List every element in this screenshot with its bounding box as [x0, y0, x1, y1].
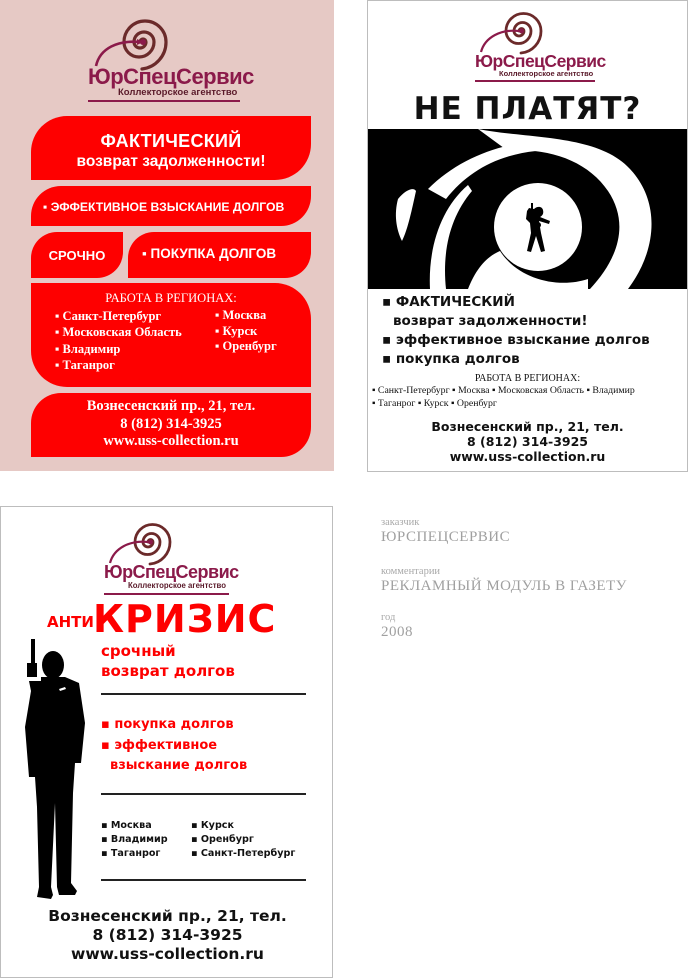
divider — [101, 693, 306, 695]
agent-silhouette-icon — [13, 639, 93, 909]
region-item: ▪ Санкт-Петербург — [55, 309, 162, 323]
logo-tagline: Коллекторское агентство — [499, 69, 594, 78]
logo-tagline: Коллекторское агентство — [128, 581, 226, 590]
regions-line: ▪ Таганрог ▪ Курск ▪ Оренбург — [372, 398, 497, 409]
logo-underline — [88, 100, 240, 102]
company-logo — [104, 518, 239, 608]
city-item: ▪ Санкт-Петербург — [191, 848, 296, 859]
divider — [101, 793, 306, 795]
region-item: ▪ Курск — [215, 323, 258, 338]
service-item-continuation: взыскание долгов — [110, 758, 248, 773]
address: Вознесенский пр., 21, тел. — [431, 419, 624, 434]
services-list — [382, 293, 650, 369]
city-item: ▪ Таганрог — [101, 848, 161, 859]
ad-module-red — [0, 0, 334, 471]
services-list — [101, 715, 247, 776]
region-item: ▪ Оренбург — [215, 339, 277, 353]
headline: НЕ ПЛАТЯТ? — [413, 91, 642, 127]
address: Вознесенский пр., 21, тел. — [86, 398, 256, 414]
service-item-continuation: возврат задолженности! — [393, 313, 588, 329]
client-info — [381, 517, 510, 546]
phone: 8 (812) 314-3925 — [92, 926, 243, 944]
gun-barrel-image — [368, 129, 687, 289]
subtitle — [101, 641, 235, 681]
regions-title: РАБОТА В РЕГИОНАХ: — [474, 373, 581, 384]
regions-right-list — [215, 308, 277, 355]
regions-left-list — [55, 309, 182, 373]
contact-block — [31, 393, 311, 457]
website-link[interactable]: www.uss-collection.ru — [103, 433, 239, 449]
urgent-block: СРОЧНО — [31, 232, 123, 278]
gun-barrel-spiral-icon — [368, 129, 688, 289]
regions-title: РАБОТА В РЕГИОНАХ: — [105, 291, 237, 305]
logo-brand-name: ЮрСпецСервис — [104, 562, 239, 582]
service-item: ▪ эффективное — [101, 738, 218, 753]
contact-block — [368, 419, 687, 464]
company-logo — [475, 7, 605, 97]
crisis-headline: КРИЗИС — [93, 597, 277, 641]
logo-brand-name: ЮрСпецСервис — [88, 64, 254, 89]
year-label: год — [381, 612, 396, 623]
service-item: ▪ покупка долгов — [382, 351, 520, 367]
service-effective-block: ▪ ЭФФЕКТИВНОЕ ВЗЫСКАНИЕ ДОЛГОВ — [31, 186, 311, 226]
service-buy-block: ▪ ПОКУПКА ДОЛГОВ — [128, 232, 311, 278]
logo-tagline: Коллекторское агентство — [118, 87, 238, 98]
ad-module-anticrisis — [0, 506, 333, 978]
contact-block — [1, 907, 333, 964]
ad-module-bw — [367, 0, 688, 472]
regions-line: ▪ Санкт-Петербург ▪ Москва ▪ Московская Область ▪ Владимир — [372, 385, 635, 396]
logo-brand-name: ЮрСпецСервис — [475, 51, 606, 71]
service-item: ▪ эффективное взыскание долгов — [382, 332, 650, 348]
headline-line-1: ФАКТИЧЕСКИЙ — [100, 131, 242, 151]
comments-info — [381, 566, 627, 595]
divider — [101, 879, 306, 881]
client-label: заказчик — [381, 517, 420, 528]
city-item: ▪ Владимир — [101, 834, 168, 845]
subtitle-line-1: срочный — [101, 642, 176, 660]
anti-prefix: АНТИ — [47, 613, 94, 631]
service-item: ▪ покупка долгов — [101, 717, 234, 732]
subtitle-line-2: возврат долгов — [101, 662, 235, 680]
year-value: 2008 — [381, 624, 413, 640]
regions-block — [31, 283, 311, 387]
website-link[interactable]: www.uss-collection.ru — [449, 449, 606, 464]
city-item: ▪ Оренбург — [191, 834, 254, 845]
service-item: ▪ ФАКТИЧЕСКИЙ — [382, 294, 515, 310]
region-item: ▪ Таганрог — [55, 357, 115, 372]
headline-line-2: возврат задолженности! — [76, 153, 266, 170]
headline-block — [31, 116, 311, 180]
phone: 8 (812) 314-3925 — [467, 434, 588, 449]
cities-left-list — [101, 819, 168, 861]
phone: 8 (812) 314-3925 — [120, 415, 222, 432]
cities-right-list — [191, 819, 295, 861]
region-item: ▪ Московская Область — [55, 324, 182, 339]
website-link[interactable]: www.uss-collection.ru — [71, 945, 264, 963]
comments-label: комментарии — [381, 566, 441, 577]
year-info — [381, 612, 413, 641]
region-item: ▪ Владимир — [55, 342, 121, 356]
company-logo — [88, 12, 254, 102]
city-item: ▪ Москва — [101, 820, 152, 831]
logo-underline — [475, 80, 595, 82]
region-item: ▪ Москва — [215, 308, 267, 322]
logo-underline — [104, 593, 229, 595]
comments-value: РЕКЛАМНЫЙ МОДУЛЬ В ГАЗЕТУ — [381, 578, 627, 594]
client-value: ЮРСПЕЦСЕРВИС — [381, 529, 511, 545]
regions-list — [372, 384, 635, 410]
address: Вознесенский пр., 21, тел. — [48, 907, 287, 925]
city-item: ▪ Курск — [191, 820, 235, 831]
